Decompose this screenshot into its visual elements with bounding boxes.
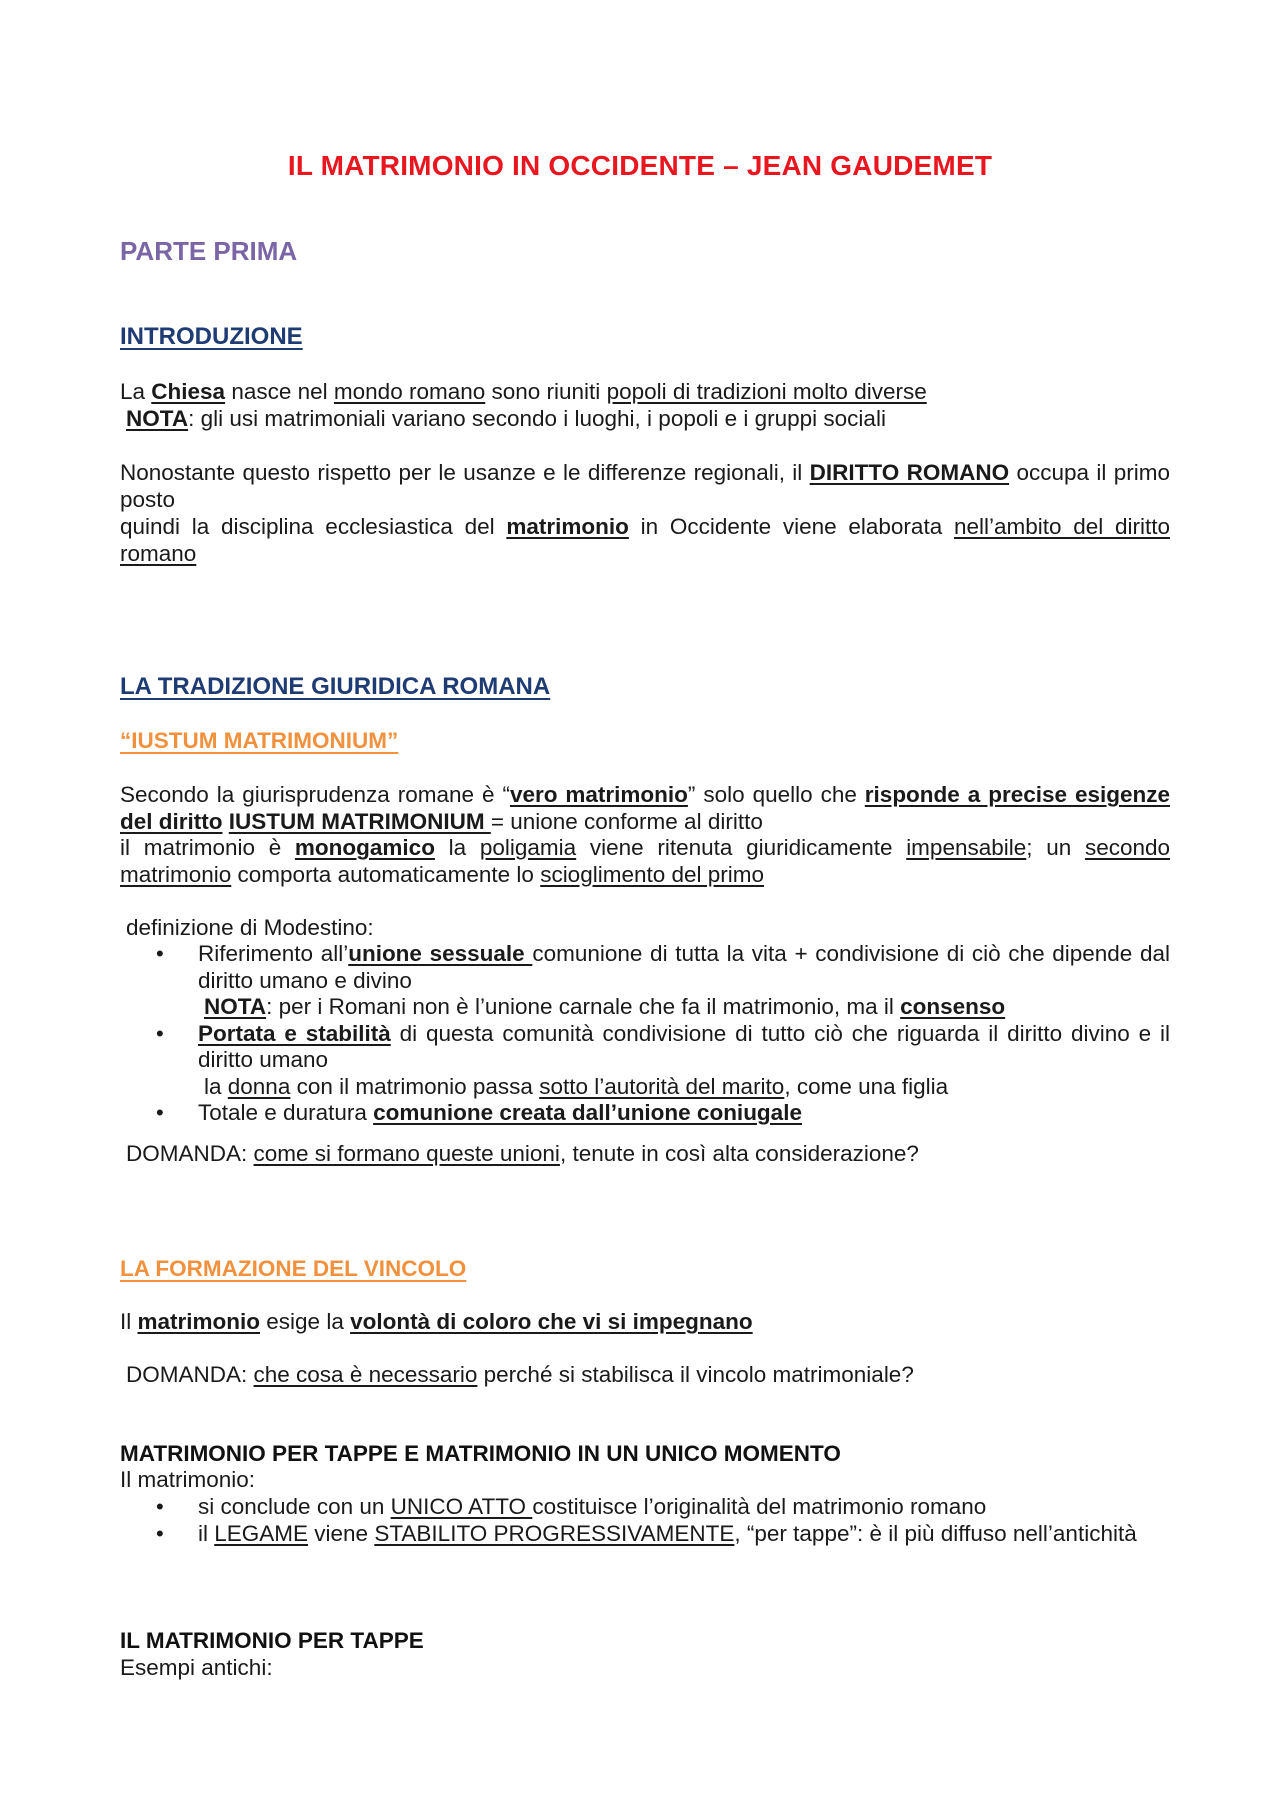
list-item: • si conclude con un UNICO ATTO costituisce l’originalità del matrimonio romano (120, 1494, 1170, 1521)
intro-heading: INTRODUZIONE (120, 323, 303, 350)
per-tappe-intro: Esempi antichi: (120, 1655, 273, 1680)
vincolo-heading-wrap (120, 1256, 1170, 1283)
list-item-note: la donna con il matrimonio passa sotto l’autorità del marito, come una figlia (204, 1073, 949, 1099)
list-item-note: NOTA: per i Romani non è l’unione carnale che fa il matrimonio, ma il consenso (204, 994, 1006, 1019)
modestino-intro: definizione di Modestino: (126, 915, 374, 940)
list-item: • Portata e stabilità di questa comunità condivisione di tutto ciò che riguarda il diritto divino e il diritto umano la donna con il matrimonio passa sotto l’autorità del marito, come una figlia (120, 1021, 1170, 1101)
part-heading: PARTE PRIMA (120, 236, 298, 266)
iustum-heading: “IUSTUM MATRIMONIUM” (120, 728, 399, 753)
iustum-heading-wrap (120, 728, 1170, 755)
vincolo-paragraph-1: Il matrimonio esige la volontà di coloro che vi si impegnano (120, 1309, 753, 1334)
tradizione-paragraph-2: il matrimonio è monogamico la poligamia viene ritenuta giuridicamente impensabile; un secondo matrimonio comporta automaticamente lo scioglimento del primo (120, 835, 1171, 887)
list-item: • il LEGAME viene STABILITO PROGRESSIVAMENTE, “per tappe”: è il più diffuso nell’antichità (120, 1521, 1170, 1548)
modestino-list (120, 941, 1170, 1127)
intro-paragraph-3: Nonostante questo rispetto per le usanze e le differenze regionali, il DIRITTO ROMANO occupa il primo posto (120, 460, 1170, 512)
tradizione-heading: LA TRADIZIONE GIURIDICA ROMANA (120, 673, 551, 700)
list-item: • Riferimento all’unione sessuale comunione di tutta la vita + condivisione di ciò che dipende dal diritto umano e divino NOTA: per i Romani non è l’unione carnale che fa il matrimonio, ma il consenso (120, 941, 1170, 1021)
tappe-heading: MATRIMONIO PER TAPPE E MATRIMONIO IN UN UNICO MOMENTO (120, 1441, 841, 1466)
per-tappe-heading: IL MATRIMONIO PER TAPPE (120, 1628, 424, 1653)
intro-paragraph-1: La Chiesa nasce nel mondo romano sono riuniti popoli di tradizioni molto diverse (120, 379, 927, 404)
tradizione-question: DOMANDA: come si formano queste unioni, tenute in così alta considerazione? (126, 1141, 919, 1166)
tappe-intro: Il matrimonio: (120, 1467, 256, 1492)
intro-note: NOTA: gli usi matrimoniali variano secondo i luoghi, i popoli e i gruppi sociali (126, 406, 886, 431)
tappe-list (120, 1494, 1170, 1547)
list-item: • Totale e duratura comunione creata dall’unione coniugale (120, 1100, 1170, 1127)
vincolo-heading: LA FORMAZIONE DEL VINCOLO (120, 1256, 467, 1281)
tradizione-paragraph-1: Secondo la giurisprudenza romane è “vero matrimonio” solo quello che risponde a precise esigenze del diritto IUSTUM MATRIMONIUM = unione conforme al diritto (120, 782, 1170, 834)
document-title: IL MATRIMONIO IN OCCIDENTE – JEAN GAUDEMET (287, 150, 993, 181)
intro-paragraph-4: quindi la disciplina ecclesiastica del matrimonio in Occidente viene elaborata nell’ambito del diritto romano (120, 514, 1170, 566)
tradizione-heading-wrap (120, 674, 1170, 701)
vincolo-question: DOMANDA: che cosa è necessario perché si stabilisca il vincolo matrimoniale? (126, 1362, 914, 1387)
intro-heading-wrap (120, 324, 1170, 351)
